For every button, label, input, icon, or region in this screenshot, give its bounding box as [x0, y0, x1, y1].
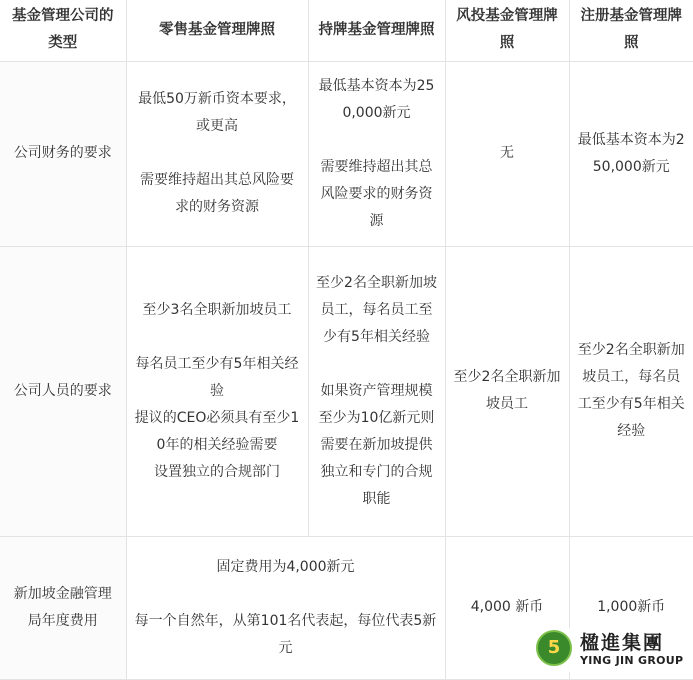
- cell-text: 至少2名全职新加坡员工，每名员工至少有5年相关经验: [316, 274, 437, 345]
- cell-text: 每名员工至少有5年相关经验: [135, 355, 299, 399]
- header-row: [0, 0, 693, 61]
- cell-text: 提议的CEO必须具有至少10年的相关经验需要: [134, 409, 300, 453]
- logo-name-en: YING JIN GROUP: [580, 654, 684, 667]
- cell-fees-vc: 4,000 新币: [445, 536, 569, 679]
- row-label-fees: 新加坡金融管理局年度费用: [0, 536, 126, 679]
- cell-text: 每一个自然年，从第101名代表起，每位代表5新元: [134, 612, 437, 656]
- logo-name-cn: 楹進集團: [580, 632, 665, 654]
- header-retail-license: 零售基金管理牌照: [126, 0, 308, 61]
- cell-finance-registered: 最低基本资本为250,000新元: [569, 61, 693, 246]
- cell-text: 至少3名全职新加坡员工: [142, 301, 292, 318]
- cell-text: 最低50万新币资本要求，或更高: [138, 91, 296, 134]
- cell-finance-licensed: [308, 61, 445, 246]
- cell-finance-retail: [126, 61, 308, 246]
- row-label-finance: 公司财务的要求: [0, 61, 126, 246]
- header-licensed-license: 持牌基金管理牌照: [308, 0, 445, 61]
- cell-personnel-registered: 至少2名全职新加坡员工，每名员工至少有5年相关经验: [569, 246, 693, 536]
- cell-personnel-retail: [126, 246, 308, 536]
- cell-text: 需要维持超出其总风险要求的财务资源: [140, 172, 294, 215]
- cell-text: 最低基本资本为250,000新元: [318, 77, 435, 121]
- cell-text: 需要维持超出其总风险要求的财务资源: [320, 158, 433, 229]
- header-company-type: 基金管理公司的类型: [0, 0, 126, 61]
- logo-mark-icon: 5: [536, 630, 572, 666]
- cell-text: 固定费用为4,000新元: [216, 558, 355, 575]
- row-label-personnel: 公司人员的要求: [0, 246, 126, 536]
- cell-text: 设置独立的合规部门: [154, 463, 280, 480]
- cell-fees-retail-licensed: [126, 536, 445, 679]
- table-row: [0, 61, 693, 246]
- cell-text: 如果资产管理规模至少为10亿新元则需要在新加坡提供独立和专门的合规职能: [318, 382, 435, 507]
- header-registered-license: 注册基金管理牌照: [569, 0, 693, 61]
- cell-personnel-licensed: [308, 246, 445, 536]
- table-row: [0, 246, 693, 536]
- cell-personnel-vc: 至少2名全职新加坡员工: [445, 246, 569, 536]
- cell-finance-vc: 无: [445, 61, 569, 246]
- cell-fees-registered: 1,000新币: [569, 536, 693, 679]
- header-vc-license: 风投基金管理牌照: [445, 0, 569, 61]
- company-logo: [534, 628, 686, 672]
